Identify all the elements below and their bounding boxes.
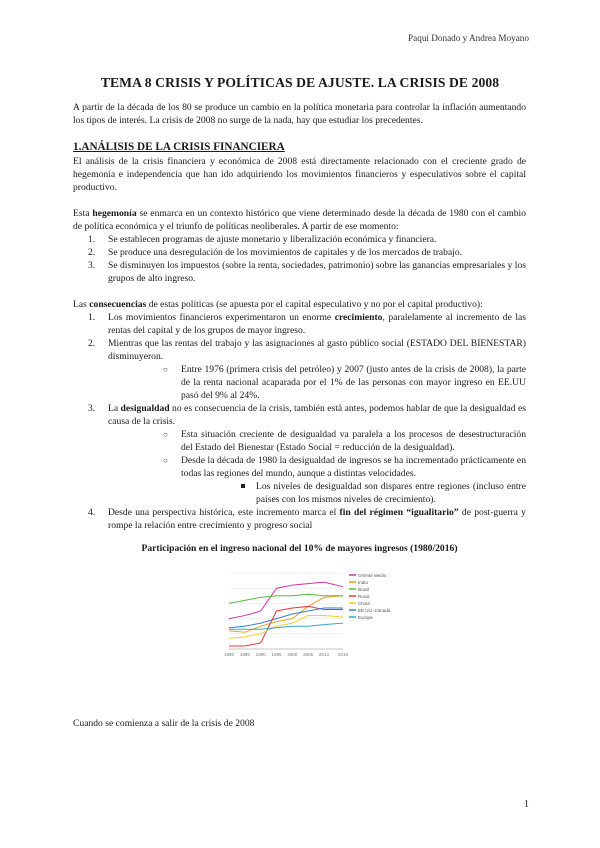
measures-list	[73, 233, 526, 285]
intro-paragraph: A partir de la década de los 80 se produce un cambio en la política monetaria para controlar la inflación aumentando los tipos de interés. La crisis de 2008 no surge de la nada, hay que estudiar los precedentes.	[73, 102, 526, 126]
x-tick-label: 1985	[239, 652, 250, 657]
bold-hegemonia: hegemonía	[92, 208, 137, 219]
chart-figure	[215, 561, 390, 661]
sublist-item: Los niveles de desigualdad son dispares entre regiones (incluso entre países con los mismos niveles de crecimiento).	[219, 480, 526, 506]
sublist-level-2	[181, 480, 526, 506]
sublist-item: ○ Entre 1976 (primera crisis del petróleo) y 2007 (justo antes de la crisis de 2008), la parte de la renta nacional acaparada por el 1% de las personas con mayor ingreso en EE.UU pasó del 9% al 24%.	[163, 364, 526, 401]
legend-label: EE.UU.-Canadá	[357, 607, 390, 613]
list-item: 3. La desigualdad no es consecuencia de la crisis, también está antes, podemos hablar de que la desigualdad es causa de la crisis. ○ Esta situación creciente de desigualdad va paralela a los procesos de desestructuración del Estado del Bienestar (Estado Social = reducción de la desigualdad). ○ Desde la década de 1980 la desigualdad de ingresos se ha incrementado prácticamente en todas las regiones del mundo, aunque a distintas velocidades. Los niveles de desigualdad son dispares entre regiones (incluso entre países con los mismos niveles de crecimiento).	[88, 403, 526, 505]
consequences-list	[73, 311, 526, 532]
sublist-item: ○ Esta situación creciente de desigualdad va paralela a los procesos de desestructuración del Estado del Bienestar (Estado Social = reducción de la desigualdad).	[163, 429, 526, 453]
list-item: 4. Desde una perspectiva histórica, este incremento marca el fin del régimen “igualitario” de post-guerra y rompe la relación entre crecimiento y progreso social	[88, 507, 526, 531]
circle-bullet-icon: ○	[163, 430, 168, 439]
paragraph-consecuencias: Las consecuencias de estas políticas (se apuesta por el capital especulativo y no por el capital productivo):	[73, 299, 483, 310]
sublist	[108, 363, 526, 402]
paragraph-analysis: El análisis de la crisis financiera y económica de 2008 está directamente relacionado con el creciente grado de hegemonía e independencia que han ido adquiriendo los movimientos financieros y especulativos sobre el capital productivo.	[73, 156, 526, 193]
x-tick-label: 1990	[255, 652, 266, 657]
circle-bullet-icon: ○	[163, 456, 168, 465]
line-chart	[215, 561, 390, 661]
x-tick-label: 2000	[286, 652, 297, 657]
list-item: 1. Se establecen programas de ajuste monetario y liberalización económica y financiera.	[88, 234, 437, 245]
page-number: 1	[524, 799, 529, 810]
x-tick-label: 2016	[337, 652, 348, 657]
page-title: TEMA 8 CRISIS Y POLÍTICAS DE AJUSTE. LA CRISIS DE 2008	[100, 75, 500, 90]
list-item: 3. Se disminuyen los impuestos (sobre la renta, sociedades, patrimonio) sobre las ganancias empresariales y los grupos de alto ingreso.	[88, 260, 526, 284]
list-item: 1. Los movimientos financieros experimentaron un enorme crecimiento, paralelamente al incremento de las rentas del capital y de los grupos de mayor ingreso.	[88, 312, 526, 336]
list-item: 2. Mientras que las rentas del trabajo y las asignaciones al gasto público social (ESTADO DEL BIENESTAR) disminuyeron. ○ Entre 1976 (primera crisis del petróleo) y 2007 (justo antes de la crisis de 2008), la parte de la renta nacional acaparada por el 1% de las personas con mayor ingreso en EE.UU pasó del 9% al 24%.	[88, 338, 526, 401]
square-bullet-icon	[241, 484, 245, 488]
circle-bullet-icon: ○	[163, 365, 168, 374]
legend-label: Brasil	[357, 586, 369, 592]
paragraph-hegemonia: Esta hegemonía se enmarca en un contexto histórico que viene determinado desde la década de 1980 con el cambio de política económica y el triunfo de políticas neoliberales. A partir de ese momento:	[73, 208, 526, 232]
document-body	[73, 101, 526, 661]
legend-label: Oriente Medio	[357, 572, 386, 578]
legend-label: China	[357, 600, 370, 606]
legend-label: India	[357, 579, 368, 585]
legend-label: Europa	[357, 614, 373, 620]
footer-text: Cuando se comienza a salir de la crisis de 2008	[73, 718, 255, 729]
x-tick-label: 2005	[302, 652, 313, 657]
x-tick-label: 2010	[318, 652, 329, 657]
header-authors: Paqui Donado y Andrea Moyano	[408, 33, 529, 43]
figure-title: Participación en el ingreso nacional del 10% de mayores ingresos (1980/2016)	[141, 543, 458, 554]
sublist-item: ○ Desde la década de 1980 la desigualdad de ingresos se ha incrementado prácticamente en todas las regiones del mundo, aunque a distintas velocidades. Los niveles de desigualdad son dispares entre regiones (incluso entre países con los mismos niveles de crecimiento).	[163, 455, 526, 505]
list-item: 2. Se produce una desregulación de los movimientos de capitales y de los mercados de trabajo.	[88, 247, 463, 258]
x-tick-label: 1995	[270, 652, 282, 657]
section-heading: 1.ANÁLISIS DE LA CRISIS FINANCIERA	[73, 141, 285, 153]
x-tick-label: 1980	[223, 652, 234, 657]
bold-consecuencias: consecuencias	[89, 299, 147, 310]
sublist	[108, 428, 526, 506]
legend-label: Rusia	[357, 593, 370, 599]
